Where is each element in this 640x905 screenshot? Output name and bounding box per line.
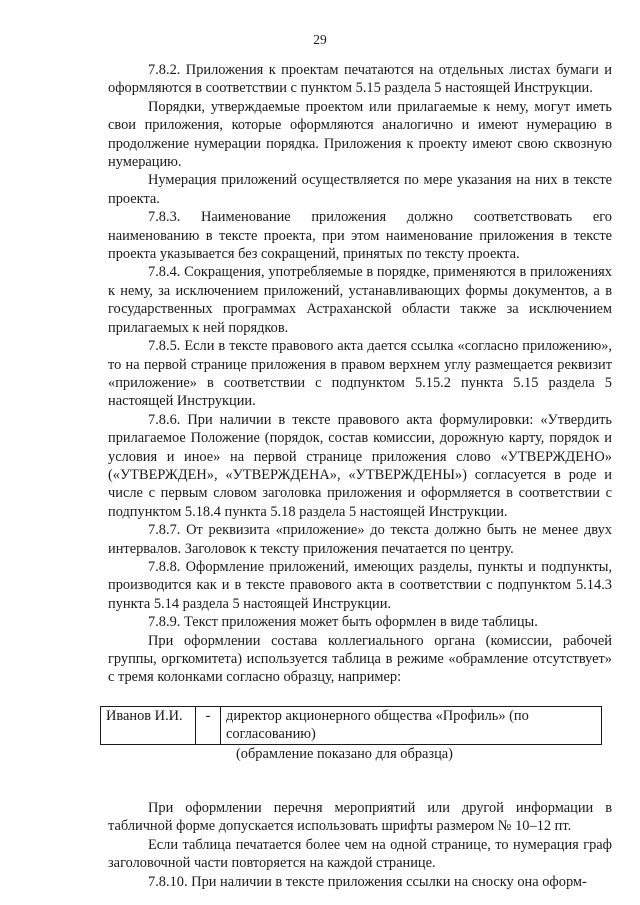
paragraph-collegial-body: При оформлении состава коллегиального органа (комиссии, рабочей группы, оргкомитета) используется таблица в режиме «обрамление отсутствует» с тремя колонками согласно образцу, например: bbox=[108, 632, 612, 686]
paragraph-7-8-2: 7.8.2. Приложения к проектам печатаются на отдельных листах бумаги и оформляются в соответствии с пунктом 5.15 раздела 5 настоящей Инструкции. bbox=[108, 62, 612, 97]
table-row bbox=[101, 706, 602, 744]
document-body bbox=[108, 61, 612, 891]
page-number: 29 bbox=[313, 32, 327, 47]
paragraph-7-8-10: 7.8.10. При наличии в тексте приложения ссылки на сноску она оформ- bbox=[148, 873, 587, 890]
spacer bbox=[108, 763, 612, 799]
paragraph-appendix-numbering: Нумерация приложений осуществляется по мере указания на них в тексте проекта. bbox=[108, 172, 612, 207]
sample-table bbox=[100, 706, 602, 745]
dash-cell: - bbox=[196, 706, 221, 744]
paragraph-7-8-9: 7.8.9. Текст приложения может быть оформлен в виде таблицы. bbox=[148, 614, 538, 631]
paragraph-7-8-7: 7.8.7. От реквизита «приложение» до текста должно быть не менее двух интервалов. Заголовок к тексту приложения печатается по центру. bbox=[108, 522, 612, 557]
paragraph-7-8-8: 7.8.8. Оформление приложений, имеющих разделы, пункты и подпункты, производится как и в тексте правового акта в соответствии с подпунктом 5.14.3 пункта 5.14 раздела 5 настоящей Инструкции. bbox=[108, 558, 612, 612]
table-caption: (обрамление показано для образца) bbox=[236, 745, 453, 762]
paragraph-procedures-appendices: Порядки, утверждаемые проектом или прилагаемые к нему, могут иметь свои приложения, которые оформляются аналогично и имеют нумерацию в продолжение нумерации порядка. Приложения к проекту имеют свою сквозную нумерацию. bbox=[108, 98, 612, 171]
paragraph-table-fonts: При оформлении перечня мероприятий или другой информации в табличной форме допускается использовать шрифты размером № 10–12 пт. bbox=[108, 800, 612, 835]
paragraph-7-8-5: 7.8.5. Если в тексте правового акта дается ссылка «согласно приложению», то на первой странице приложения в правом верхнем углу размещается реквизит «приложение» в соответствии с подпунктом 5.15.2 пункта 5.15 раздела 5 настоящей Инструкции. bbox=[108, 338, 612, 410]
member-name-cell: Иванов И.И. bbox=[101, 706, 196, 744]
paragraph-7-8-3: 7.8.3. Наименование приложения должно соответствовать его наименованию в тексте проекта, при этом наименование приложения в тексте проекта указывается без сокращений, принятых по тексту проекта. bbox=[108, 209, 612, 263]
paragraph-table-header-repeat: Если таблица печатается более чем на одной странице, то нумерация граф заголовочной части повторяется на каждой странице. bbox=[108, 836, 612, 872]
paragraph-7-8-6: 7.8.6. При наличии в тексте правового акта формулировки: «Утвердить прилагаемое Положение (порядок, состав комиссии, дорожную карту, порядок и условия и иное» на первой странице приложения слово «УТВЕРЖДЕНО» («УТВЕРЖДЕН», «УТВЕРЖДЕНА», «УТВЕРЖДЕНЫ») согласуется в роде и числе с первым словом заголовка приложения и оформляется в соответствии с подпунктом 5.18.4 пункта 5.18 раздела 5 настоящей Инструкции. bbox=[108, 411, 612, 520]
paragraph-7-8-4: 7.8.4. Сокращения, употребляемые в порядке, применяются в приложениях к нему, за исключением приложений, устанавливающих формы документов, а в государственных программах Астраханской области также за исключением прилагаемых к ней порядков. bbox=[108, 264, 612, 336]
member-position-cell: директор акционерного общества «Профиль» (по согласованию) bbox=[221, 706, 602, 744]
